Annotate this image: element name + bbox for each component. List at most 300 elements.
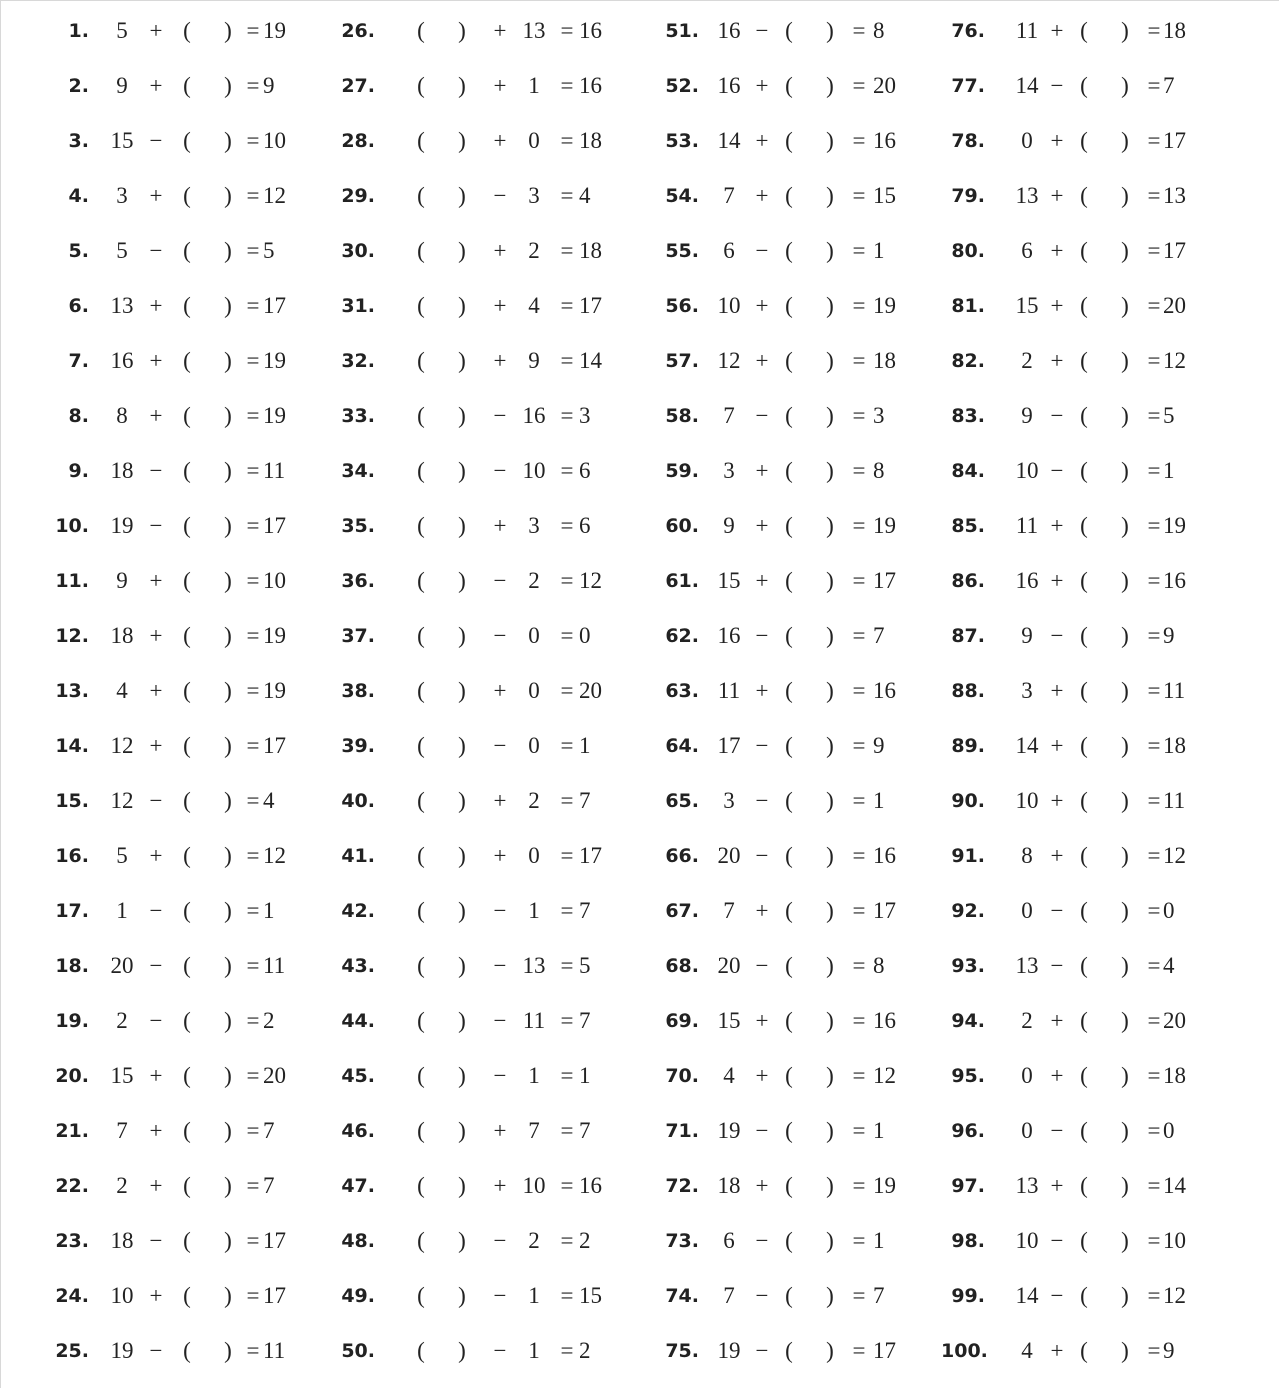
equals-sign: =: [1147, 843, 1161, 868]
equals-sign: =: [1147, 568, 1161, 593]
blank-close-paren: ): [458, 513, 466, 538]
operand-b: 7: [528, 1118, 540, 1143]
problem-number: 92.: [951, 900, 985, 922]
equals-sign: =: [560, 183, 574, 208]
blank-open-paren: (: [785, 733, 793, 758]
equals-sign: =: [1147, 458, 1161, 483]
operator: −: [755, 788, 769, 813]
blank-close-paren: ): [224, 843, 232, 868]
operator: +: [755, 1063, 769, 1088]
result: 14: [579, 348, 602, 373]
operator: −: [1050, 898, 1064, 923]
result: 11: [263, 1338, 286, 1363]
operand-b: 1: [528, 73, 540, 98]
answer-blank: [1094, 786, 1116, 816]
result: 9: [873, 733, 885, 758]
result: 1: [873, 1118, 885, 1143]
result: 19: [873, 513, 896, 538]
blank-close-paren: ): [224, 458, 232, 483]
result: 8: [873, 18, 885, 43]
blank-close-paren: ): [224, 953, 232, 978]
blank-open-paren: (: [1080, 1008, 1088, 1033]
blank-open-paren: (: [417, 953, 425, 978]
equals-sign: =: [246, 403, 260, 428]
equals-sign: =: [246, 843, 260, 868]
result: 1: [873, 788, 885, 813]
result: 12: [263, 843, 286, 868]
operator: −: [493, 733, 507, 758]
blank-open-paren: (: [1080, 238, 1088, 263]
operand-a: 20: [717, 843, 741, 868]
blank-close-paren: ): [224, 1338, 232, 1363]
problem-row: [1, 1171, 1279, 1201]
blank-close-paren: ): [458, 403, 466, 428]
blank-close-paren: ): [224, 1228, 232, 1253]
problem-number: 36.: [341, 570, 375, 592]
blank-close-paren: ): [224, 348, 232, 373]
blank-close-paren: ): [1121, 788, 1129, 813]
blank-open-paren: (: [183, 18, 191, 43]
blank-open-paren: (: [1080, 73, 1088, 98]
result: 1: [1163, 458, 1175, 483]
operator: −: [149, 1338, 163, 1363]
result: 2: [579, 1228, 591, 1253]
problem-number: 59.: [665, 460, 699, 482]
problem-number: 98.: [951, 1230, 985, 1252]
operator: +: [1050, 18, 1064, 43]
equals-sign: =: [560, 293, 574, 318]
blank-open-paren: (: [785, 1118, 793, 1143]
blank-close-paren: ): [1121, 623, 1129, 648]
problem-number: 75.: [665, 1340, 699, 1362]
blank-close-paren: ): [224, 18, 232, 43]
operand-a: 4: [1021, 1338, 1033, 1363]
operand-b: 3: [528, 513, 540, 538]
operator: +: [493, 293, 507, 318]
result: 1: [579, 733, 591, 758]
operator: +: [1050, 678, 1064, 703]
problem-row: [1, 291, 1279, 321]
blank-close-paren: ): [458, 1228, 466, 1253]
result: 16: [1163, 568, 1186, 593]
operand-a: 7: [723, 403, 735, 428]
problem-number: 58.: [665, 405, 699, 427]
equals-sign: =: [246, 1228, 260, 1253]
problem-number: 32.: [341, 350, 375, 372]
operator: −: [1050, 953, 1064, 978]
blank-open-paren: (: [183, 73, 191, 98]
operator: +: [493, 73, 507, 98]
operand-b: 10: [522, 1173, 546, 1198]
blank-close-paren: ): [224, 733, 232, 758]
problem-number: 80.: [951, 240, 985, 262]
problem-number: 96.: [951, 1120, 985, 1142]
operator: −: [493, 1338, 507, 1363]
blank-close-paren: ): [826, 458, 834, 483]
operand-a: 5: [116, 843, 128, 868]
equals-sign: =: [852, 623, 866, 648]
blank-open-paren: (: [1080, 403, 1088, 428]
operand-b: 1: [528, 898, 540, 923]
blank-open-paren: (: [417, 128, 425, 153]
equals-sign: =: [246, 733, 260, 758]
problem-number: 28.: [341, 130, 375, 152]
equals-sign: =: [852, 788, 866, 813]
problem-number: 25.: [55, 1340, 89, 1362]
operand-a: 14: [717, 128, 741, 153]
operator: +: [149, 18, 163, 43]
equals-sign: =: [246, 238, 260, 263]
equals-sign: =: [852, 458, 866, 483]
result: 11: [1163, 678, 1186, 703]
equals-sign: =: [852, 733, 866, 758]
operator: +: [1050, 1063, 1064, 1088]
result: 7: [579, 788, 591, 813]
blank-close-paren: ): [1121, 953, 1129, 978]
blank-open-paren: (: [183, 403, 191, 428]
problem-row: [1, 16, 1279, 46]
operator: +: [493, 18, 507, 43]
problem-number: 74.: [665, 1285, 699, 1307]
problem-number: 86.: [951, 570, 985, 592]
equals-sign: =: [852, 1338, 866, 1363]
blank-open-paren: (: [785, 1283, 793, 1308]
equals-sign: =: [852, 1228, 866, 1253]
operator: −: [149, 128, 163, 153]
blank-open-paren: (: [183, 183, 191, 208]
operator: −: [493, 953, 507, 978]
equals-sign: =: [560, 733, 574, 758]
problem-number: 79.: [951, 185, 985, 207]
problem-row: [1, 1116, 1279, 1146]
blank-close-paren: ): [1121, 348, 1129, 373]
blank-open-paren: (: [183, 1338, 191, 1363]
blank-close-paren: ): [458, 458, 466, 483]
equals-sign: =: [560, 1283, 574, 1308]
blank-open-paren: (: [183, 348, 191, 373]
problem-number: 39.: [341, 735, 375, 757]
equals-sign: =: [1147, 513, 1161, 538]
problem-number: 38.: [341, 680, 375, 702]
problem-row: [1, 1336, 1279, 1366]
blank-open-paren: (: [417, 18, 425, 43]
problem-number: 1.: [68, 20, 89, 42]
operand-a: 5: [116, 18, 128, 43]
problem-number: 67.: [665, 900, 699, 922]
operator: −: [755, 18, 769, 43]
operand-a: 11: [717, 678, 741, 703]
result: 17: [873, 1338, 896, 1363]
equals-sign: =: [560, 73, 574, 98]
answer-blank: [1094, 456, 1116, 486]
operand-b: 16: [522, 403, 546, 428]
result: 6: [579, 513, 591, 538]
equals-sign: =: [1147, 1118, 1161, 1143]
blank-open-paren: (: [1080, 1063, 1088, 1088]
equals-sign: =: [1147, 623, 1161, 648]
blank-open-paren: (: [785, 788, 793, 813]
operator: −: [755, 1338, 769, 1363]
result: 19: [1163, 513, 1186, 538]
operand-a: 3: [723, 788, 735, 813]
equals-sign: =: [560, 898, 574, 923]
result: 0: [1163, 1118, 1175, 1143]
result: 19: [263, 403, 286, 428]
result: 12: [579, 568, 602, 593]
problem-number: 47.: [341, 1175, 375, 1197]
blank-close-paren: ): [458, 898, 466, 923]
blank-open-paren: (: [1080, 458, 1088, 483]
operand-b: 4: [528, 293, 540, 318]
blank-open-paren: (: [183, 458, 191, 483]
blank-open-paren: (: [1080, 293, 1088, 318]
operand-a: 11: [1015, 18, 1039, 43]
problem-row: [1, 1226, 1279, 1256]
operand-a: 2: [1021, 348, 1033, 373]
result: 17: [263, 513, 286, 538]
result: 18: [1163, 18, 1186, 43]
problem-number: 34.: [341, 460, 375, 482]
blank-close-paren: ): [224, 1283, 232, 1308]
result: 3: [873, 403, 885, 428]
operand-a: 5: [116, 238, 128, 263]
operator: −: [755, 843, 769, 868]
blank-open-paren: (: [785, 183, 793, 208]
result: 12: [873, 1063, 896, 1088]
blank-open-paren: (: [785, 1338, 793, 1363]
blank-close-paren: ): [1121, 403, 1129, 428]
operand-b: 9: [528, 348, 540, 373]
blank-open-paren: (: [417, 623, 425, 648]
result: 19: [873, 1173, 896, 1198]
blank-close-paren: ): [458, 293, 466, 318]
operator: +: [1050, 238, 1064, 263]
blank-close-paren: ): [826, 843, 834, 868]
operator: +: [149, 293, 163, 318]
problem-number: 24.: [55, 1285, 89, 1307]
blank-close-paren: ): [1121, 513, 1129, 538]
equals-sign: =: [852, 18, 866, 43]
equals-sign: =: [1147, 953, 1161, 978]
problem-row: [1, 346, 1279, 376]
answer-blank: [1094, 1336, 1116, 1366]
blank-close-paren: ): [224, 568, 232, 593]
problem-number: 93.: [951, 955, 985, 977]
answer-blank: [1094, 896, 1116, 926]
blank-close-paren: ): [458, 568, 466, 593]
blank-open-paren: (: [417, 1063, 425, 1088]
equals-sign: =: [852, 73, 866, 98]
operand-a: 7: [723, 1283, 735, 1308]
result: 17: [1163, 128, 1186, 153]
blank-close-paren: ): [224, 293, 232, 318]
operand-a: 9: [723, 513, 735, 538]
problem-number: 14.: [55, 735, 89, 757]
result: 1: [263, 898, 275, 923]
equals-sign: =: [246, 1118, 260, 1143]
equals-sign: =: [852, 128, 866, 153]
operator: +: [1050, 293, 1064, 318]
problem-number: 90.: [951, 790, 985, 812]
problem-row: [1, 676, 1279, 706]
problem-number: 65.: [665, 790, 699, 812]
blank-open-paren: (: [183, 1283, 191, 1308]
result: 12: [1163, 843, 1186, 868]
result: 16: [579, 18, 602, 43]
operand-a: 13: [1015, 953, 1039, 978]
blank-close-paren: ): [224, 403, 232, 428]
result: 8: [873, 953, 885, 978]
blank-close-paren: ): [458, 18, 466, 43]
equals-sign: =: [246, 128, 260, 153]
problem-row: [1, 1061, 1279, 1091]
operand-a: 8: [116, 403, 128, 428]
blank-open-paren: (: [417, 1118, 425, 1143]
blank-close-paren: ): [458, 733, 466, 758]
problem-number: 63.: [665, 680, 699, 702]
operand-a: 2: [1021, 1008, 1033, 1033]
result: 17: [579, 293, 602, 318]
equals-sign: =: [246, 568, 260, 593]
blank-close-paren: ): [1121, 1008, 1129, 1033]
problem-number: 99.: [951, 1285, 985, 1307]
problem-number: 64.: [665, 735, 699, 757]
operand-a: 13: [1015, 183, 1039, 208]
operand-a: 15: [110, 128, 134, 153]
operand-a: 0: [1021, 1118, 1033, 1143]
answer-blank: [1094, 346, 1116, 376]
blank-open-paren: (: [785, 1173, 793, 1198]
problem-number: 45.: [341, 1065, 375, 1087]
operator: −: [1050, 623, 1064, 648]
problem-number: 78.: [951, 130, 985, 152]
answer-blank: [1094, 1226, 1116, 1256]
problem-number: 84.: [951, 460, 985, 482]
blank-close-paren: ): [826, 403, 834, 428]
answer-blank: [1094, 566, 1116, 596]
operand-b: 0: [528, 623, 540, 648]
result: 7: [579, 898, 591, 923]
result: 16: [873, 1008, 896, 1033]
equals-sign: =: [1147, 403, 1161, 428]
result: 14: [1163, 1173, 1186, 1198]
result: 9: [263, 73, 275, 98]
problem-number: 54.: [665, 185, 699, 207]
equals-sign: =: [246, 1283, 260, 1308]
answer-blank: [1094, 676, 1116, 706]
answer-blank: [1094, 1006, 1116, 1036]
blank-close-paren: ): [826, 898, 834, 923]
operator: −: [493, 1008, 507, 1033]
operator: −: [1050, 73, 1064, 98]
operator: +: [149, 1173, 163, 1198]
blank-close-paren: ): [224, 623, 232, 648]
blank-open-paren: (: [417, 843, 425, 868]
result: 2: [579, 1338, 591, 1363]
operator: −: [1050, 1283, 1064, 1308]
blank-open-paren: (: [417, 293, 425, 318]
blank-open-paren: (: [1080, 843, 1088, 868]
blank-close-paren: ): [224, 1063, 232, 1088]
operator: +: [149, 403, 163, 428]
problem-number: 33.: [341, 405, 375, 427]
operator: +: [149, 348, 163, 373]
problem-number: 48.: [341, 1230, 375, 1252]
operand-a: 6: [723, 1228, 735, 1253]
operand-a: 8: [1021, 843, 1033, 868]
operator: +: [1050, 1338, 1064, 1363]
blank-open-paren: (: [785, 293, 793, 318]
blank-open-paren: (: [1080, 1338, 1088, 1363]
problem-row: [1, 1281, 1279, 1311]
operator: −: [755, 733, 769, 758]
blank-open-paren: (: [183, 1228, 191, 1253]
blank-close-paren: ): [224, 678, 232, 703]
equals-sign: =: [246, 898, 260, 923]
blank-open-paren: (: [183, 1008, 191, 1033]
equals-sign: =: [246, 293, 260, 318]
operand-a: 7: [723, 898, 735, 923]
blank-open-paren: (: [417, 788, 425, 813]
equals-sign: =: [852, 1283, 866, 1308]
operand-a: 10: [1015, 458, 1039, 483]
operand-a: 10: [1015, 788, 1039, 813]
equals-sign: =: [852, 1173, 866, 1198]
equals-sign: =: [1147, 1283, 1161, 1308]
operator: +: [755, 348, 769, 373]
operator: −: [149, 953, 163, 978]
result: 9: [1163, 623, 1175, 648]
operand-a: 10: [1015, 1228, 1039, 1253]
result: 16: [873, 843, 896, 868]
blank-open-paren: (: [1080, 128, 1088, 153]
blank-open-paren: (: [785, 1063, 793, 1088]
result: 7: [263, 1173, 275, 1198]
problem-number: 13.: [55, 680, 89, 702]
blank-open-paren: (: [183, 128, 191, 153]
blank-open-paren: (: [1080, 18, 1088, 43]
blank-open-paren: (: [785, 238, 793, 263]
equals-sign: =: [560, 458, 574, 483]
operand-a: 16: [717, 623, 741, 648]
equals-sign: =: [560, 678, 574, 703]
equals-sign: =: [560, 568, 574, 593]
answer-blank: [1094, 731, 1116, 761]
blank-close-paren: ): [826, 1173, 834, 1198]
operand-a: 16: [110, 348, 134, 373]
blank-close-paren: ): [1121, 1228, 1129, 1253]
equals-sign: =: [1147, 1008, 1161, 1033]
operator: −: [493, 568, 507, 593]
problem-number: 76.: [951, 20, 985, 42]
problem-number: 57.: [665, 350, 699, 372]
blank-close-paren: ): [1121, 1283, 1129, 1308]
result: 20: [1163, 1008, 1186, 1033]
problem-number: 60.: [665, 515, 699, 537]
equals-sign: =: [246, 1063, 260, 1088]
blank-open-paren: (: [417, 1173, 425, 1198]
operator: −: [755, 1283, 769, 1308]
problem-row: [1, 731, 1279, 761]
equals-sign: =: [246, 348, 260, 373]
blank-open-paren: (: [417, 733, 425, 758]
problem-number: 81.: [951, 295, 985, 317]
operand-b: 13: [522, 18, 546, 43]
operator: +: [1050, 513, 1064, 538]
equals-sign: =: [1147, 1338, 1161, 1363]
result: 18: [579, 238, 602, 263]
equals-sign: =: [246, 678, 260, 703]
